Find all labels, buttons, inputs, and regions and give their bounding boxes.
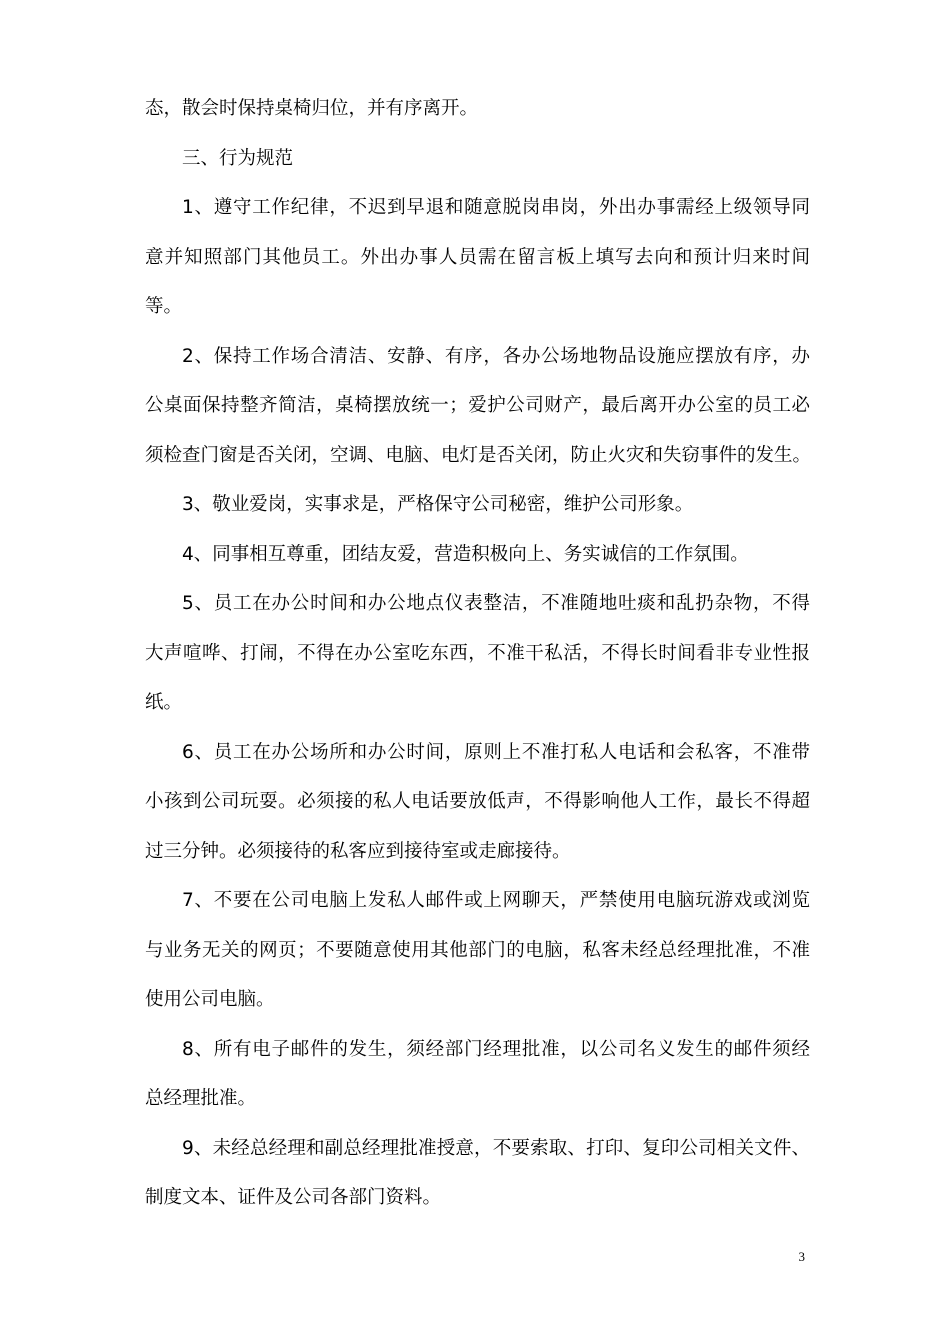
document-body bbox=[145, 84, 810, 1223]
text-line: 使用公司电脑。 bbox=[145, 989, 275, 1010]
text-line: 3、敬业爱岗，实事求是，严格保守公司秘密，维护公司形象。 bbox=[182, 494, 694, 515]
page-number: 3 bbox=[798, 1249, 805, 1264]
text-line: 与业务无关的网页；不要随意使用其他部门的电脑，私客未经总经理批准，不准 bbox=[145, 939, 810, 961]
text-line: 大声喧哗、打闹，不得在办公室吃东西，不准干私活，不得长时间看非专业性报 bbox=[145, 642, 810, 664]
text-line: 等。 bbox=[145, 296, 183, 317]
text-line: 2、保持工作场合清洁、安静、有序，各办公场地物品设施应摆放有序，办 bbox=[182, 345, 810, 367]
text-line: 须检查门窗是否关闭，空调、电脑、电灯是否关闭，防止火灾和失窃事件的发生。 bbox=[145, 444, 812, 466]
text-line: 9、未经总经理和副总经理批准授意，不要索取、打印、复印公司相关文件、 bbox=[182, 1137, 810, 1159]
text-line: 总经理批准。 bbox=[145, 1088, 257, 1109]
section-heading: 三、行为规范 bbox=[182, 147, 294, 169]
text-line: 1、遵守工作纪律，不迟到早退和随意脱岗串岗，外出办事需经上级领导同 bbox=[182, 197, 810, 218]
text-line: 小孩到公司玩耍。必须接的私人电话要放低声，不得影响他人工作，最长不得超 bbox=[145, 791, 810, 812]
text-line: 态，散会时保持桌椅归位，并有序离开。 bbox=[145, 98, 479, 119]
text-line: 意并知照部门其他员工。外出办事人员需在留言板上填写去向和预计归来时间 bbox=[145, 246, 810, 268]
text-line: 纸。 bbox=[145, 692, 183, 713]
text-line: 4、同事相互尊重，团结友爱，营造积极向上、务实诚信的工作氛围。 bbox=[182, 543, 749, 565]
text-line: 制度文本、证件及公司各部门资料。 bbox=[145, 1187, 442, 1208]
text-line: 6、员工在办公场所和办公时间，原则上不准打私人电话和会私客，不准带 bbox=[182, 741, 810, 763]
text-line: 过三分钟。必须接待的私客应到接待室或走廊接待。 bbox=[145, 840, 571, 862]
text-line: 8、所有电子邮件的发生，须经部门经理批准，以公司名义发生的邮件须经 bbox=[182, 1038, 810, 1060]
text-line: 5、员工在办公时间和办公地点仪表整洁，不准随地吐痰和乱扔杂物，不得 bbox=[182, 593, 810, 614]
text-line: 7、不要在公司电脑上发私人邮件或上网聊天，严禁使用电脑玩游戏或浏览 bbox=[182, 890, 810, 911]
text-line: 公桌面保持整齐简洁，桌椅摆放统一；爱护公司财产，最后离开办公室的员工必 bbox=[145, 395, 810, 416]
